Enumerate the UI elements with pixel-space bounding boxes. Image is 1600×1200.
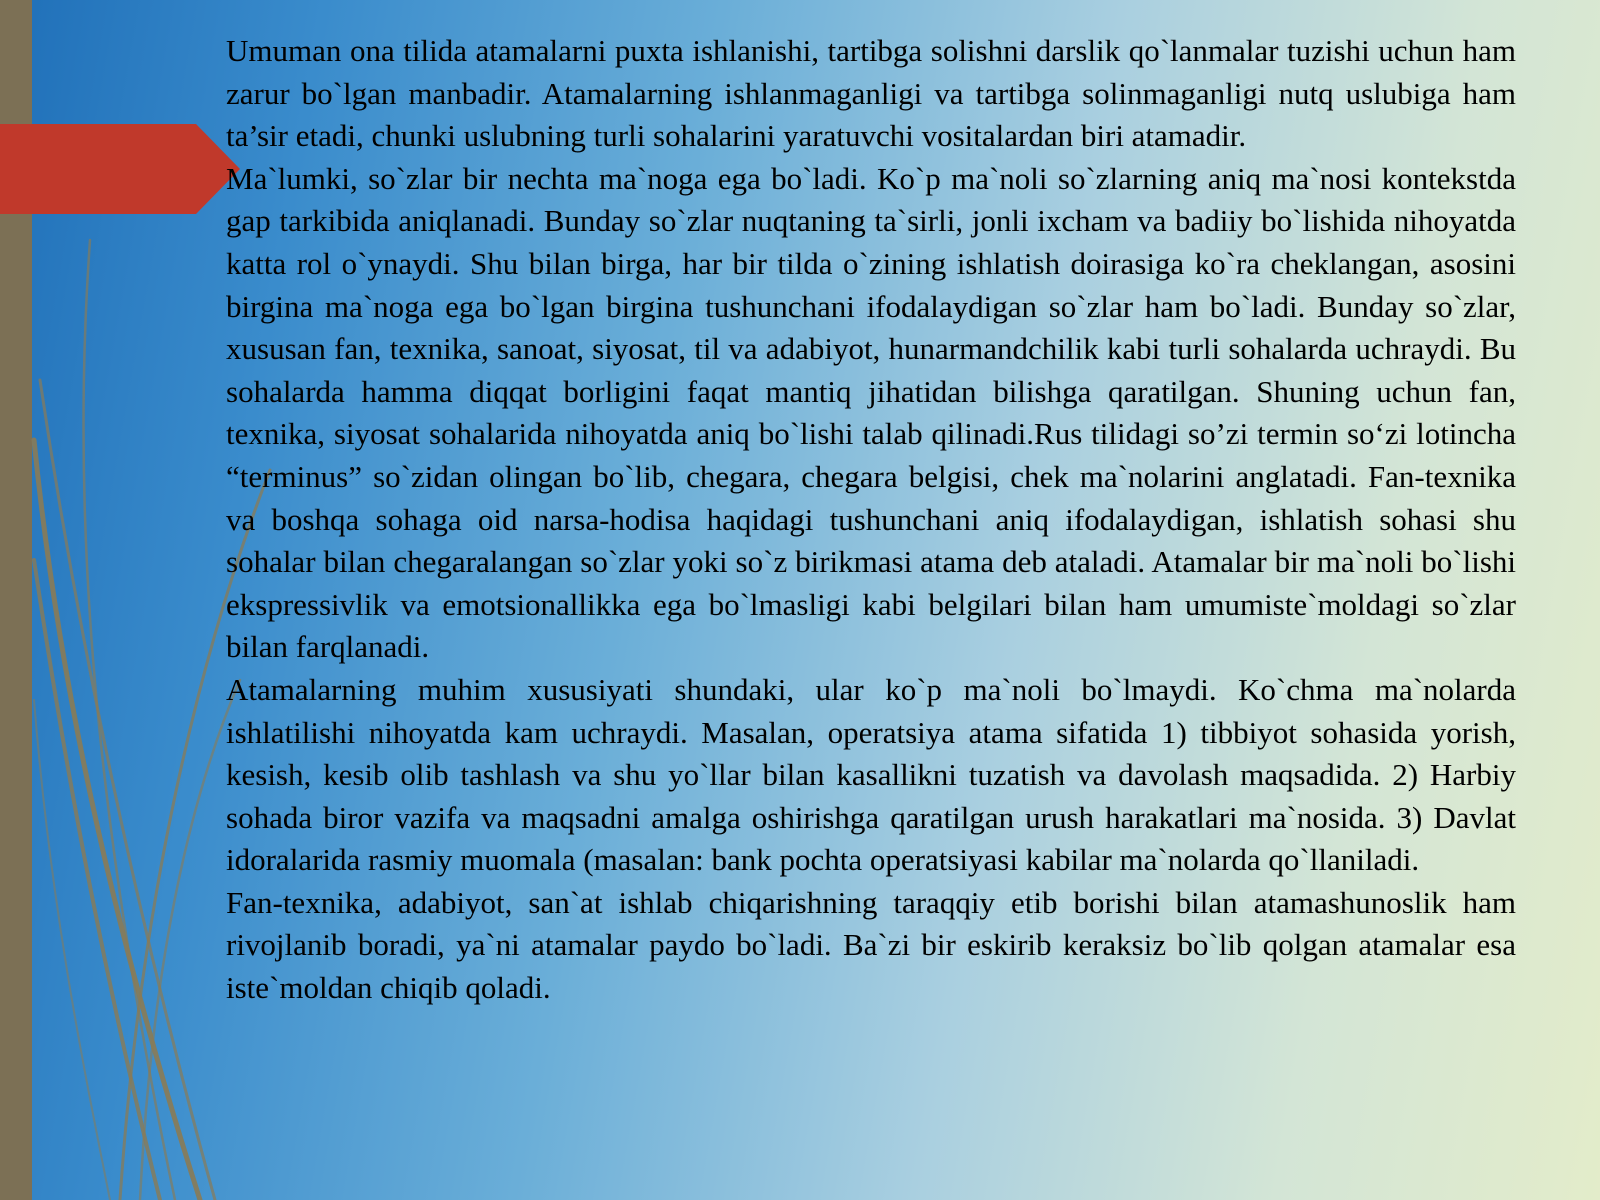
red-arrow-tab [0,124,240,214]
paragraph-1: Umuman ona tilida atamalarni puxta ishlanishi, tartibga solishni darslik qo`lanmalar tuzishi uchun ham zarur bo`lgan manbadir. Atamalarning ishlanmaganligi va tartibga solinmaganligi nutq uslubiga ham ta’sir etadi, chunki uslubning turli sohalarini yaratuvchi vositalardan biri atamadir. [226,33,1516,154]
paragraph-4: Fan-texnika, adabiyot, san`at ishlab chiqarishning taraqqiy etib borishi bilan atamashunoslik ham rivojlanib boradi, ya`ni atamalar paydo bo`ladi. Ba`zi bir eskirib keraksiz bo`lib qolgan atamalar esa iste`moldan chiqib qoladi. [226,884,1516,1006]
paragraph-3: Atamalarning muhim xususiyati shundaki, ular ko`p ma`noli bo`lmaydi. Ko`chma ma`nolarda ishlatilishi nihoyatda kam uchraydi. Masalan, operatsiya atama sifatida 1) tibbiyot sohasida yorish, kesish, kesib olib tashlash va shu yo`llar bilan kasallikni tuzatish va davolash maqsadida. 2) Harbiy sohada biror vazifa va maqsadni amalga oshirishga qaratilgan urush harakatlari ma`nosida. 3) Davlat idoralarida rasmiy muomala (masalan: bank pochta operatsiyasi kabilar ma`nolarda qo`llaniladi. [226,671,1516,878]
paragraph-2: Ma`lumki, so`zlar bir nechta ma`noga ega bo`ladi. Ko`p ma`noli so`zlarning aniq ma`nosi kontekstda gap tarkibida aniqlanadi. Bunday so`zlar nuqtaning ta`sirli, jonli ixcham va badiiy bo`lishida nihoyatda katta rol o`ynaydi. Shu bilan birga, har bir tilda o`zining ishlatish doirasiga ko`ra cheklangan, asosini birgina ma`noga ega bo`lgan birgina tushunchani ifodalaydigan so`zlar ham bo`ladi. Bunday so`zlar, xususan fan, texnika, sanoat, siyosat, til va adabiyot, hunarmandchilik kabi turli sohalarda uchraydi. Bu sohalarda hamma diqqat borligini faqat mantiq jihatidan bilishga qaratilgan. Shuning uchun fan, texnika, siyosat sohalarida nihoyatda aniq bo`lishi talab qilinadi.Rus tilidagi so’zi termin so‘zi lotincha “terminus” so`zidan olingan bo`lib, chegara, chegara belgisi, chek ma`nolarini anglatadi. Fan-texnika va boshqa sohaga oid narsa-hodisa haqidagi tushunchani aniq ifodalaydigan, ishlatish sohasi shu sohalar bilan chegaralangan so`zlar yoki so`z birikmasi atama deb ataladi. Atamalar bir ma`noli bo`lishi ekspressivlik va emotsionallikka ega bo`lmasligi kabi belgilari bilan ham umumiste`moldagi so`zlar bilan farqlanadi. [226,160,1516,665]
document-body [226,30,1516,1010]
